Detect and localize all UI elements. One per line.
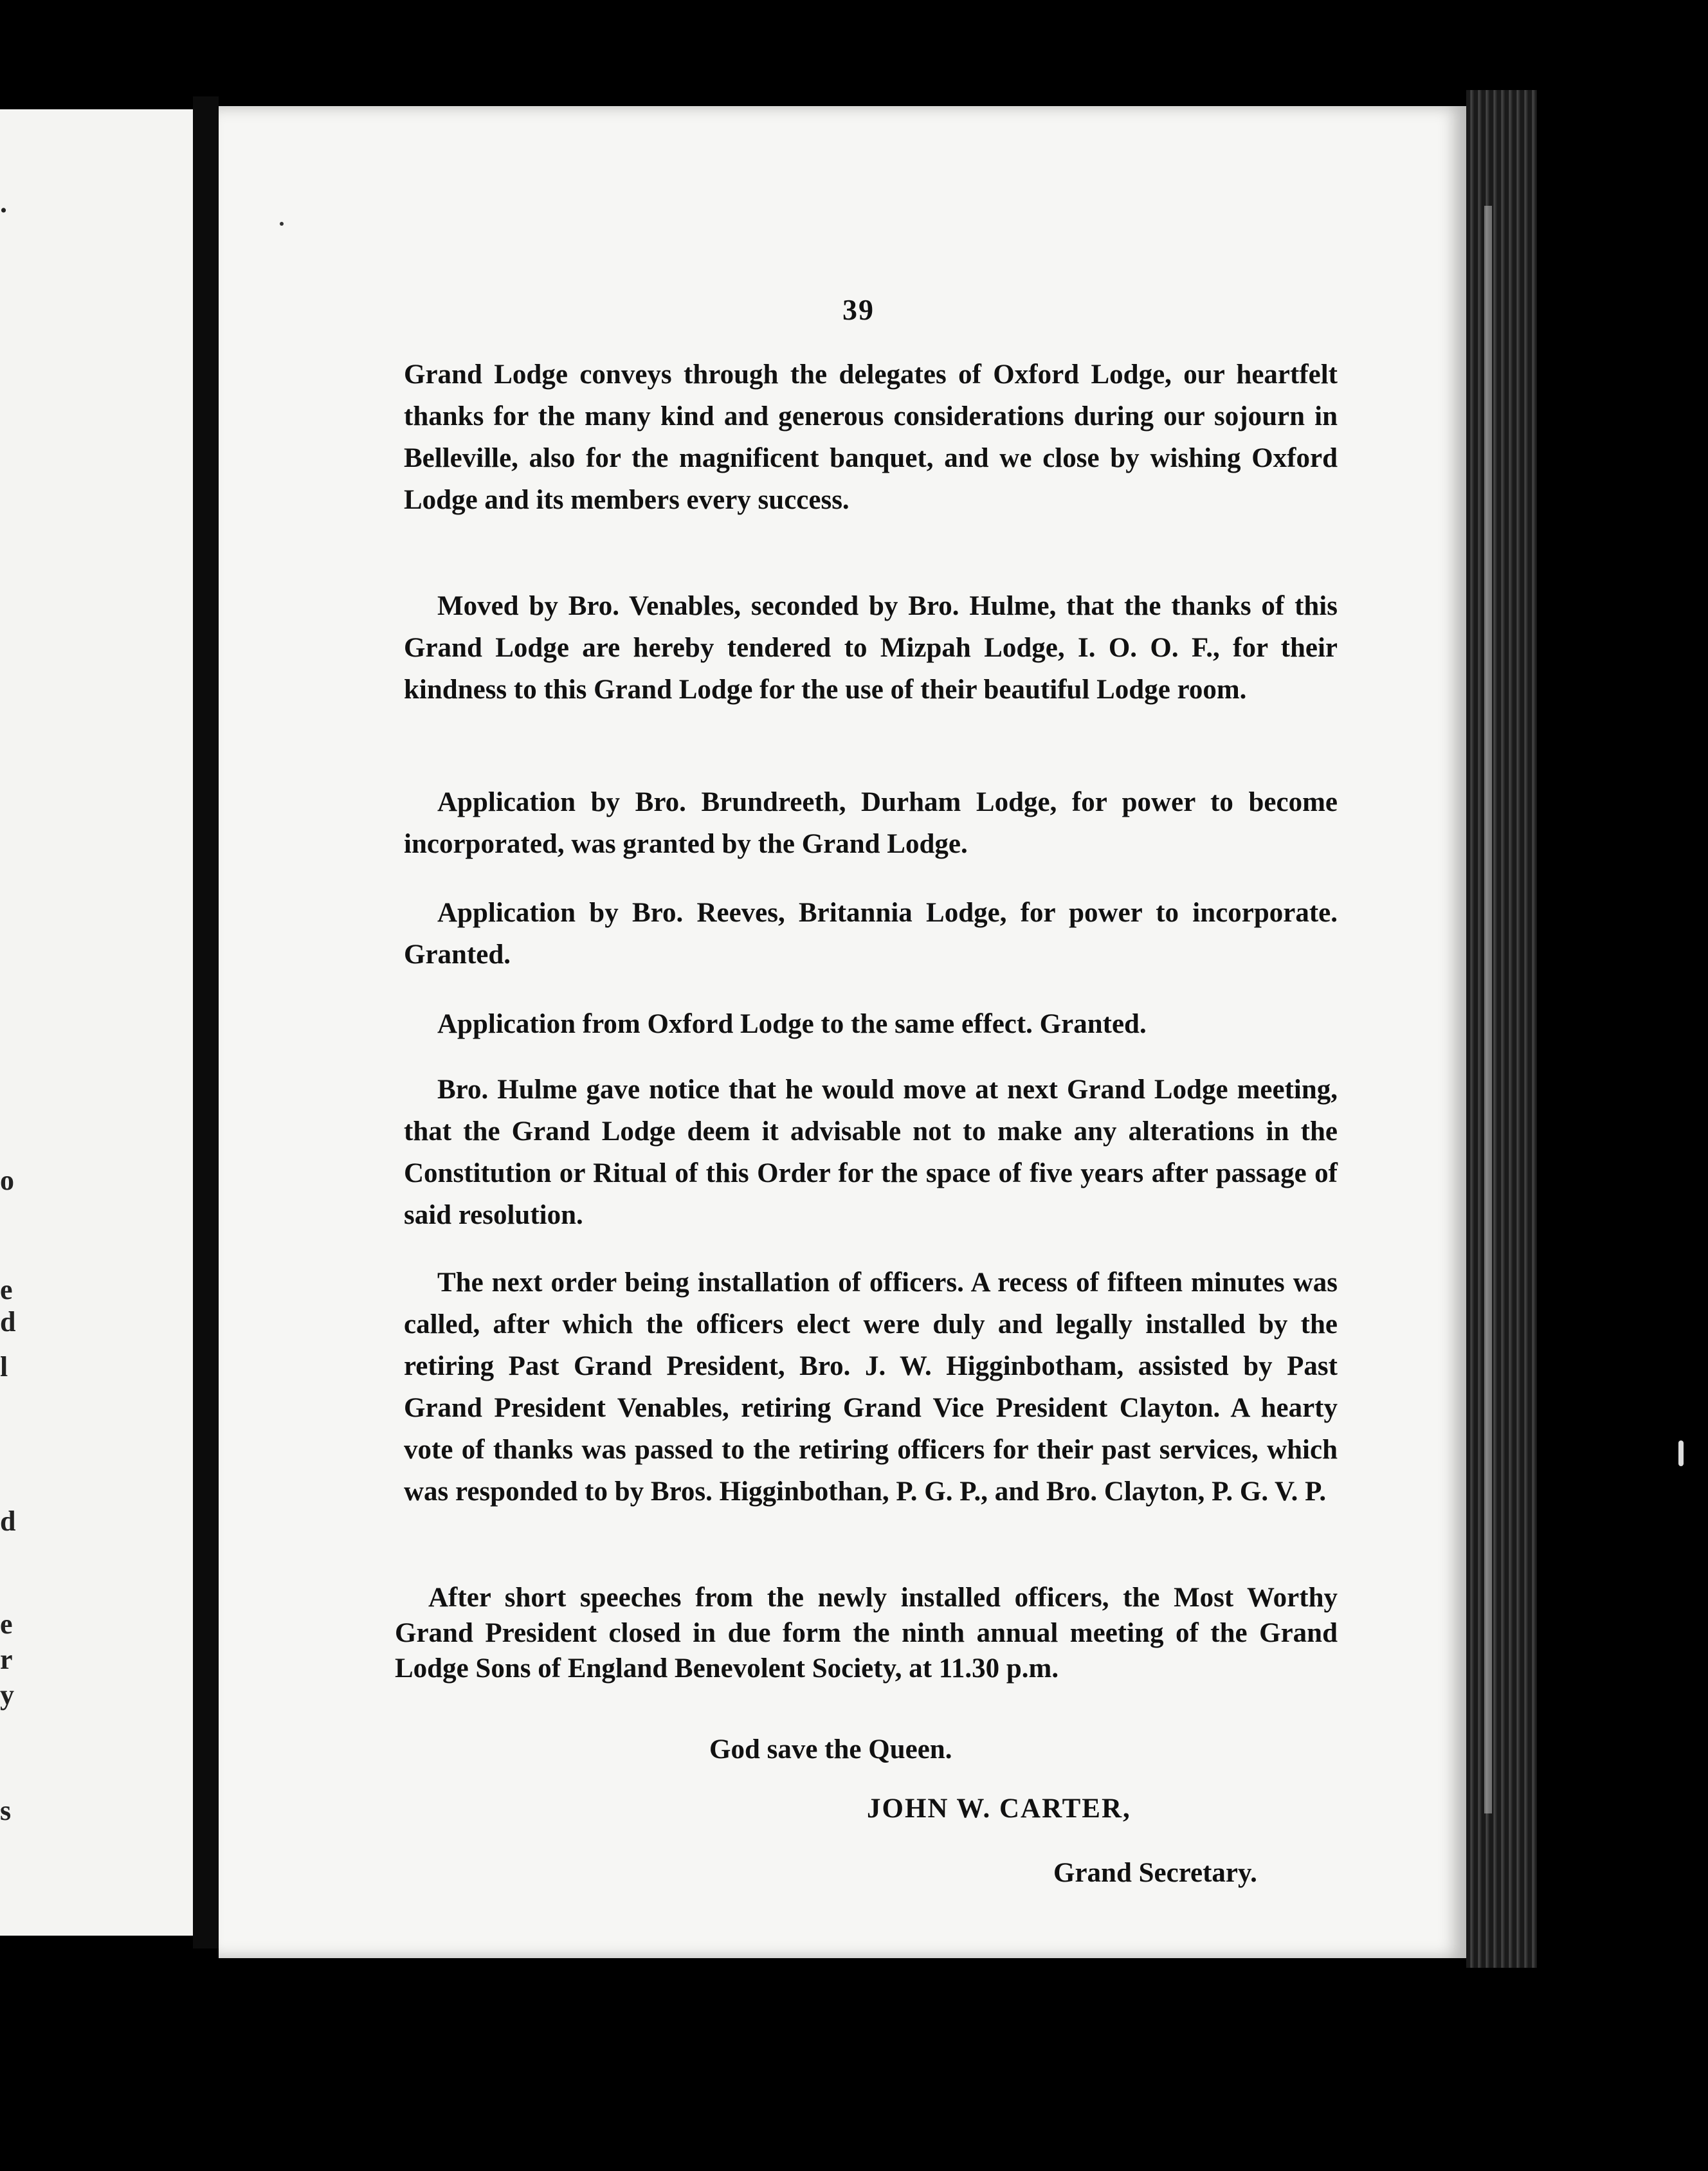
- page-edge-highlight: [1484, 206, 1492, 1813]
- paragraph: Moved by Bro. Venables, seconded by Bro. Hulme, that the thanks of this Grand Lodge are hereby tendered to Mizpah Lodge, I. O. O. F., for their kindness to this Grand Lodge for the use of their beautiful Lodge room.: [404, 591, 1338, 705]
- paragraph: Application by Bro. Brundreeth, Durham Lodge, for power to become incorporated, was granted by the Grand Lodge.: [404, 787, 1338, 859]
- facing-page-edge-text: [0, 109, 193, 1936]
- signature-name: JOHN W. CARTER,: [867, 1794, 1131, 1824]
- signature-title: Grand Secretary.: [1053, 1858, 1257, 1888]
- paragraph: Bro. Hulme gave notice that he would move at next Grand Lodge meeting, that the Grand Lodge deem it advisable not to make any alterations in the Constitution or Ritual of this Order for the space of five years after passage of said resolution.: [404, 1075, 1338, 1230]
- edge-fragment: e: [0, 1274, 13, 1305]
- paragraph: The next order being installation of officers. A recess of fifteen minutes was called, after which the officers elect were duly and legally installed by the retiring Past Grand President, Bro. J. W. Higginbotham, assisted by Past Grand President Venables, retiring Grand Vice President Clayton. A hearty vote of thanks was passed to the retiring officers for their past services, which was responded to by Bros. Higginbothan, P. G. P., and Bro. Clayton, P. G. V. P.: [404, 1267, 1338, 1507]
- paragraph: Grand Lodge conveys through the delegates of Oxford Lodge, our heartfelt thanks for the many kind and generous considerations during our sojourn in Belleville, also for the magnificent banquet, and we close by wishing Oxford Lodge and its members every success.: [404, 359, 1338, 515]
- page-edges: [1466, 90, 1537, 1968]
- edge-fragment: o: [0, 1165, 14, 1196]
- edge-fragment: s: [0, 1795, 12, 1826]
- edge-fragment: l: [0, 1351, 8, 1383]
- edge-fragment: d: [0, 1306, 16, 1338]
- scan-speck: [280, 222, 284, 226]
- edge-fragment: r: [0, 1644, 13, 1675]
- edge-fragment: e: [0, 1608, 13, 1640]
- paragraph: Application from Oxford Lodge to the same effect. Granted.: [437, 1009, 1147, 1039]
- edge-fragment: .: [0, 187, 7, 219]
- book-gutter: [193, 96, 219, 1948]
- closing-line: God save the Queen.: [709, 1734, 952, 1765]
- page-number: 39: [842, 293, 875, 326]
- paragraph: After short speeches from the newly installed officers, the Most Worthy Grand President closed in due form the ninth annual meeting of the Grand Lodge Sons of England Benevolent Society, at 11.30 p.m.: [395, 1583, 1338, 1684]
- paragraph: Application by Bro. Reeves, Britannia Lodge, for power to incorporate. Granted.: [404, 898, 1338, 970]
- scan-speck: [1678, 1440, 1684, 1466]
- facing-page: [0, 109, 193, 1936]
- edge-fragment: d: [0, 1505, 16, 1537]
- edge-fragment: y: [0, 1679, 14, 1711]
